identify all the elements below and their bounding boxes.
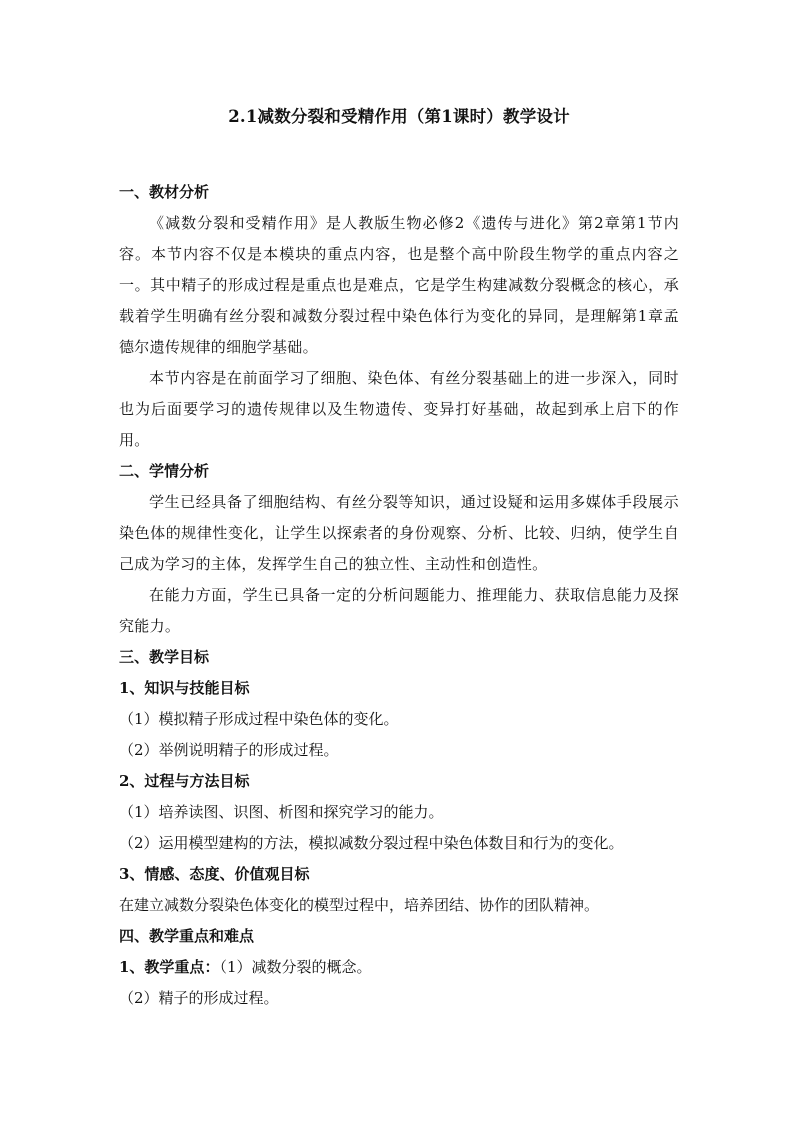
goal-item: （1）模拟精子形成过程中染色体的变化。 [119, 710, 399, 728]
subheading-knowledge-skills: 1、知识与技能目标 [119, 679, 250, 697]
paragraph-textbook-analysis-2: 本节内容是在前面学习了细胞、染色体、有丝分裂基础上的进一步深入，同时也为后面要学习的遗传规律以及生物遗传、变异打好基础，故起到承上启下的作用。 [119, 369, 679, 449]
section-heading-teaching-goals: 三、教学目标 [119, 648, 210, 666]
goal-item: （1）培养读图、识图、析图和探究学习的能力。 [119, 803, 444, 821]
subheading-process-methods: 2、过程与方法目标 [119, 772, 250, 790]
paragraph-student-analysis-2: 在能力方面，学生已具备一定的分析问题能力、推理能力、获取信息能力及探究能力。 [119, 586, 679, 635]
section-heading-student-analysis: 二、学情分析 [119, 462, 210, 480]
key-point-item: （2）精子的形成过程。 [119, 989, 279, 1007]
paragraph-textbook-analysis-1: 《减数分裂和受精作用》是人教版生物必修2《遗传与进化》第2章第1节内容。本节内容不仅是本模块的重点内容，也是整个高中阶段生物学的重点内容之一。其中精子的形成过程是重点也是难点，它是学生构建减数分裂概念的核心，承载着学生明确有丝分裂和减数分裂过程中染色体行为变化的异同，是理解第1章孟德尔遗传规律的细胞学基础。 [119, 214, 679, 356]
paragraph-student-analysis-1: 学生已经具备了细胞结构、有丝分裂等知识，通过设疑和运用多媒体手段展示染色体的规律性变化，让学生以探索者的身份观察、分析、比较、归纳，使学生自己成为学习的主体，发挥学生自己的独立性、主动性和创造性。 [119, 493, 679, 573]
goal-item: （2）举例说明精子的形成过程。 [119, 741, 339, 759]
section-heading-textbook-analysis: 一、教材分析 [119, 183, 210, 201]
section-heading-key-difficult-points: 四、教学重点和难点 [119, 927, 255, 945]
key-point-line [119, 952, 679, 983]
goal-item: 在建立减数分裂染色体变化的模型过程中，培养团结、协作的团队精神。 [119, 896, 600, 914]
document-content [119, 104, 679, 1014]
key-point-item: （1）减数分裂的概念。 [219, 958, 372, 976]
document-title: 2.1减数分裂和受精作用（第1课时）教学设计 [228, 107, 570, 126]
subheading-emotion-attitude-values: 3、情感、态度、价值观目标 [119, 865, 310, 883]
key-point-label: 1、教学重点： [119, 958, 220, 976]
goal-item: （2）运用模型建构的方法，模拟减数分裂过程中染色体数目和行为的变化。 [119, 834, 624, 852]
